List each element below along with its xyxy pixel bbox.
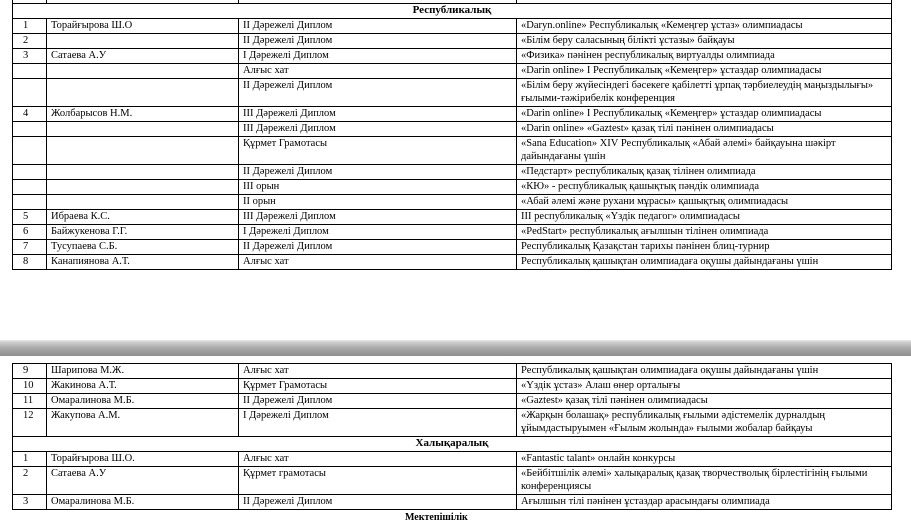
section-title: Республикалық	[13, 4, 892, 19]
row-number: 4	[13, 107, 47, 122]
row-number: 12	[13, 409, 47, 437]
table-row	[13, 107, 892, 122]
event-name: ІІІ республикалық «Үздік педагог» олимпиадасы	[517, 210, 892, 225]
teacher-name: Торайғырова Ш.О.	[47, 452, 239, 467]
next-section-title-cut: Мектепішілік	[405, 512, 468, 523]
award-type: І Дәрежелі Диплом	[239, 225, 517, 240]
table-row	[13, 409, 892, 437]
award-type: Алғыс хат	[239, 452, 517, 467]
teacher-name	[47, 34, 239, 49]
row-number	[13, 180, 47, 195]
award-type: Алғыс хат	[239, 64, 517, 79]
table-row	[13, 210, 892, 225]
event-name: Республикалық Қазақстан тарихы пәнінен блиц-турнир	[517, 240, 892, 255]
table-row	[13, 240, 892, 255]
event-name: «Физика» пәнінен республикалық виртуалды олимпиада	[517, 49, 892, 64]
row-number: 1	[13, 452, 47, 467]
row-number	[13, 165, 47, 180]
table-row	[13, 137, 892, 165]
award-type: ІІІ Дәрежелі Диплом	[239, 210, 517, 225]
award-type: ІІ Дәрежелі Диплом	[239, 165, 517, 180]
row-number: 1	[13, 19, 47, 34]
row-number: 3	[13, 495, 47, 510]
row-number	[13, 137, 47, 165]
teacher-name: Сатаева А.У	[47, 467, 239, 495]
teacher-name: Омаралинова М.Б.	[47, 495, 239, 510]
event-name: «PedStart» республикалық ағылшын тілінен олимпиада	[517, 225, 892, 240]
event-name: «Darin online» І Республикалық «Кемеңгер» ұстаздар олимпиадасы	[517, 64, 892, 79]
awards-table-continued	[12, 363, 892, 510]
teacher-name	[47, 180, 239, 195]
teacher-name: Жолбарысов Н.М.	[47, 107, 239, 122]
award-type: Алғыс хат	[239, 364, 517, 379]
section-row-republican	[13, 4, 892, 19]
table-row	[13, 34, 892, 49]
event-name: «Жарқын болашақ» республикалық ғылыми әдістемелік дурналдың ұйымдастыруымен «Ғылым жолында» ғылыми жобалар байқауы	[517, 409, 892, 437]
award-type: Құрмет грамотасы	[239, 467, 517, 495]
award-type: ІІ Дәрежелі Диплом	[239, 19, 517, 34]
row-number: 11	[13, 394, 47, 409]
document-page-2	[0, 356, 911, 523]
section-row-international	[13, 437, 892, 452]
award-type: Құрмет Грамотасы	[239, 379, 517, 394]
table-row	[13, 49, 892, 64]
teacher-name	[47, 79, 239, 107]
award-type: ІІ Дәрежелі Диплом	[239, 79, 517, 107]
award-type: Құрмет Грамотасы	[239, 137, 517, 165]
teacher-name: Тусупаева С.Б.	[47, 240, 239, 255]
teacher-name: Жакинова А.Т.	[47, 379, 239, 394]
row-number: 2	[13, 34, 47, 49]
table-row	[13, 364, 892, 379]
table-row	[13, 379, 892, 394]
award-type: ІІІ Дәрежелі Диплом	[239, 107, 517, 122]
event-name: «Darin online» «Gaztest» қазақ тілі пәнінен олимпиадасы	[517, 122, 892, 137]
event-name: «Білім беру жүйесіндегі бәсекеге қабілетті ұрпақ тәрбиелеудің маңыздылығы» ғылыми-тәжірибелік конференция	[517, 79, 892, 107]
event-name: Республикалық қашықтан олимпиадаға оқушы дайындағаны үшін	[517, 364, 892, 379]
table-row	[13, 394, 892, 409]
row-number: 10	[13, 379, 47, 394]
event-name: Ағылшын тілі пәнінен ұстаздар арасындағы олимпиада	[517, 495, 892, 510]
row-number: 7	[13, 240, 47, 255]
teacher-name: Канапиянова А.Т.	[47, 255, 239, 270]
table-row	[13, 495, 892, 510]
awards-table-republican	[12, 0, 892, 270]
event-name: «Gaztest» қазақ тілі пәнінен олимпиадасы	[517, 394, 892, 409]
row-number: 2	[13, 467, 47, 495]
row-number: 8	[13, 255, 47, 270]
event-name: «Sana Education» XIV Республикалық «Абай әлемі» байқауына шәкірт дайындағаны үшін	[517, 137, 892, 165]
table-row	[13, 79, 892, 107]
row-number: 3	[13, 49, 47, 64]
award-type: ІІ Дәрежелі Диплом	[239, 34, 517, 49]
row-number: 9	[13, 364, 47, 379]
section-title: Халықаралық	[13, 437, 892, 452]
table-row	[13, 225, 892, 240]
row-number	[13, 195, 47, 210]
event-name: «Daryn.online» Республикалық «Кемеңгер ұстаз» олимпиадасы	[517, 19, 892, 34]
row-number	[13, 122, 47, 137]
event-name: «Үздік ұстаз» Алаш өнер орталығы	[517, 379, 892, 394]
table-row	[13, 122, 892, 137]
award-type: ІІ Дәрежелі Диплом	[239, 495, 517, 510]
teacher-name: Ибраева К.С.	[47, 210, 239, 225]
teacher-name: Сатаева А.У	[47, 49, 239, 64]
event-name: «Педстарт» республикалық қазақ тілінен олимпиада	[517, 165, 892, 180]
teacher-name	[47, 195, 239, 210]
table-row	[13, 452, 892, 467]
teacher-name: Байжукенова Г.Г.	[47, 225, 239, 240]
event-name: «Абай әлемі және рухани мұрасы» қашықтық олимпиадасы	[517, 195, 892, 210]
teacher-name: Шарипова М.Ж.	[47, 364, 239, 379]
table-row	[13, 255, 892, 270]
table-row	[13, 64, 892, 79]
table-row	[13, 165, 892, 180]
table-row	[13, 195, 892, 210]
event-name: Республикалық қашықтан олимпиадаға оқушы дайындағаны үшін	[517, 255, 892, 270]
teacher-name	[47, 137, 239, 165]
event-name: «Бейбітшілік әлемі» халықаралық қазақ творчестволық бірлестігінің ғылыми конференциясы	[517, 467, 892, 495]
teacher-name: Торайғырова Ш.О	[47, 19, 239, 34]
teacher-name: Жакупова А.М.	[47, 409, 239, 437]
event-name: «Fantastic talant» онлайн конкурсы	[517, 452, 892, 467]
event-name: «Білім беру саласының білікті ұстазы» байқауы	[517, 34, 892, 49]
table-row	[13, 180, 892, 195]
event-name: «КЮ» - республикалық қашықтық пәндік олимпиада	[517, 180, 892, 195]
award-type: ІІ Дәрежелі Диплом	[239, 240, 517, 255]
teacher-name	[47, 122, 239, 137]
row-number	[13, 79, 47, 107]
award-type: ІІІ орын	[239, 180, 517, 195]
teacher-name	[47, 165, 239, 180]
award-type: І Дәрежелі Диплом	[239, 49, 517, 64]
award-type: І Дәрежелі Диплом	[239, 409, 517, 437]
teacher-name	[47, 64, 239, 79]
award-type: ІІ Дәрежелі Диплом	[239, 394, 517, 409]
table-row	[13, 467, 892, 495]
table-row	[13, 19, 892, 34]
event-name: «Darin online» І Республикалық «Кемеңгер» ұстаздар олимпиадасы	[517, 107, 892, 122]
award-type: ІІІ Дәрежелі Диплом	[239, 122, 517, 137]
award-type: ІІ орын	[239, 195, 517, 210]
row-number: 5	[13, 210, 47, 225]
row-number: 6	[13, 225, 47, 240]
award-type: Алғыс хат	[239, 255, 517, 270]
row-number	[13, 64, 47, 79]
teacher-name: Омаралинова М.Б.	[47, 394, 239, 409]
page-break	[0, 340, 911, 356]
